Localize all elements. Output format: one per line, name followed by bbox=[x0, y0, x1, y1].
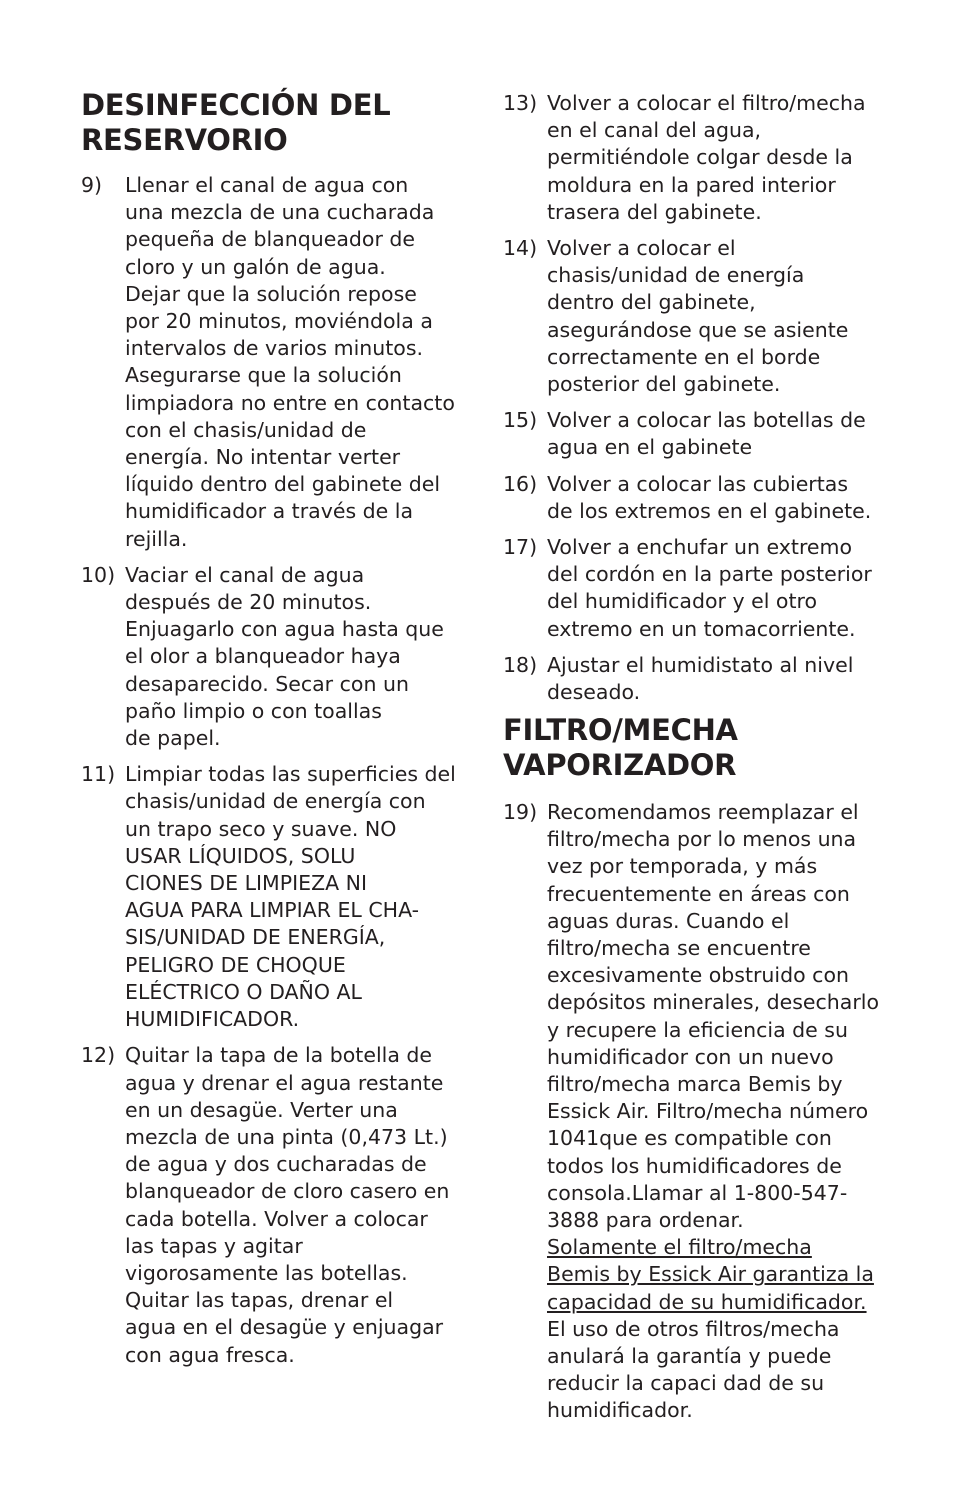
item-text: Volver a colocar las botellas de agua en el gabinete bbox=[547, 408, 866, 460]
item-number: 9) bbox=[81, 173, 103, 197]
item-text: Volver a colocar las cubiertas de los extremos en el gabinete. bbox=[547, 471, 872, 523]
list-item bbox=[81, 172, 476, 553]
item-number: 15) bbox=[503, 408, 538, 433]
item-text: Quitar la tapa de la botella de agua y drenar el agua restante en un desagüe. Verter una mezcla de una pinta (0,473 Lt.) de agua y dos cucharadas de blanqueador de cloro casero en cada botella. Volver a colocar las tapas y agitar vigorosamente las botellas. Quitar las tapas, drenar el agua en el desagüe y enjuagar con agua fresca. bbox=[125, 1043, 450, 1367]
item-number: 13) bbox=[503, 91, 538, 115]
list-item bbox=[503, 652, 903, 706]
item-text-part: El uso de otros filtros/mecha anulará la garantía y puede reducir la capaci dad de su humidificador. bbox=[547, 1316, 840, 1423]
left-column bbox=[81, 88, 476, 1378]
item-text bbox=[547, 799, 903, 1425]
item-number: 17) bbox=[503, 535, 538, 560]
list-item bbox=[503, 235, 903, 398]
warranty-note: Solamente el filtro/mecha Bemis by Essick Air garantiza la capacidad de su humidificador. bbox=[547, 1235, 874, 1314]
list-item bbox=[81, 761, 476, 1033]
right-column bbox=[503, 90, 903, 715]
item-text: Volver a colocar el chasis/unidad de energía dentro del gabinete, asegurándose que se asiente correctamente en el borde posterior del gabinete. bbox=[547, 236, 849, 397]
item-number: 11) bbox=[81, 762, 116, 787]
list-item bbox=[503, 471, 903, 525]
item-number: 16) bbox=[503, 471, 538, 496]
item-text: Volver a colocar el filtro/mecha en el canal del agua, permitiéndole colgar desde la moldura en la pared interior trasera del gabinete. bbox=[547, 91, 866, 224]
item-number: 12) bbox=[81, 1043, 116, 1068]
list-item bbox=[503, 534, 903, 643]
item-text: Limpiar todas las superficies del chasis/unidad de energía con un trapo seco y suave. NO USAR LÍQUIDOS, SOLU CIONES DE LIMPIEZA NI AGUA PARA LIMPIAR EL CHA- SIS/UNIDAD DE ENERGÍA, PELIGRO DE CHOQUE ELÉCTRICO O DAÑO AL HUMIDIFICADOR. bbox=[125, 762, 456, 1032]
item-number: 14) bbox=[503, 236, 538, 261]
list-item bbox=[503, 90, 903, 226]
list-item bbox=[81, 1042, 476, 1368]
item-text: Volver a enchufar un extremo del cordón en la parte posterior del humidificador y el otro extremo en un tomacorriente. bbox=[547, 535, 872, 641]
filter-section bbox=[503, 713, 903, 1434]
item-number: 10) bbox=[81, 562, 116, 587]
item-text: Ajustar el humidistato al nivel deseado. bbox=[547, 652, 854, 705]
item-text: Llenar el canal de agua con una mezcla de una cucharada pequeña de blanqueador de cloro y un galón de agua. Dejar que la solución repose por 20 minutos, moviéndola a intervalos de varios minutos. Asegurarse que la solución limpiadora no entre en contacto con el chasis/unidad de energía. No intentar verter líquido dentro del gabinete del humidificador a través de la rejilla. bbox=[125, 173, 455, 551]
item-text-part: Recomendamos reemplazar el filtro/mecha por lo menos una vez por temporada, y más frecuentemente en áreas con aguas duras. Cuando el filtro/mecha se encuentre excesivamente obstruido con depósitos minerales, desecharlo y recupere la eficiencia de su humidificador con un nuevo filtro/mecha marca Bemis by Essick Air. Filtro/mecha número 1041que es compatible con todos los humidificadores de consola.Llamar al 1-800-547- 3888 para ordenar. bbox=[547, 800, 880, 1233]
list-item bbox=[503, 799, 903, 1425]
section-heading-filtro: FILTRO/MECHA VAPORIZADOR bbox=[503, 713, 738, 782]
item-text: Vaciar el canal de agua después de 20 minutos. Enjuagarlo con agua hasta que el olor a blanqueador haya desaparecido. Secar con un paño limpio o con toallas de papel. bbox=[125, 562, 444, 751]
list-item bbox=[81, 562, 476, 752]
list-item bbox=[503, 407, 903, 461]
section-heading-desinfeccion: DESINFECCIÓN DEL RESERVORIO bbox=[81, 88, 391, 157]
item-number: 19) bbox=[503, 800, 538, 824]
item-number: 18) bbox=[503, 652, 538, 677]
